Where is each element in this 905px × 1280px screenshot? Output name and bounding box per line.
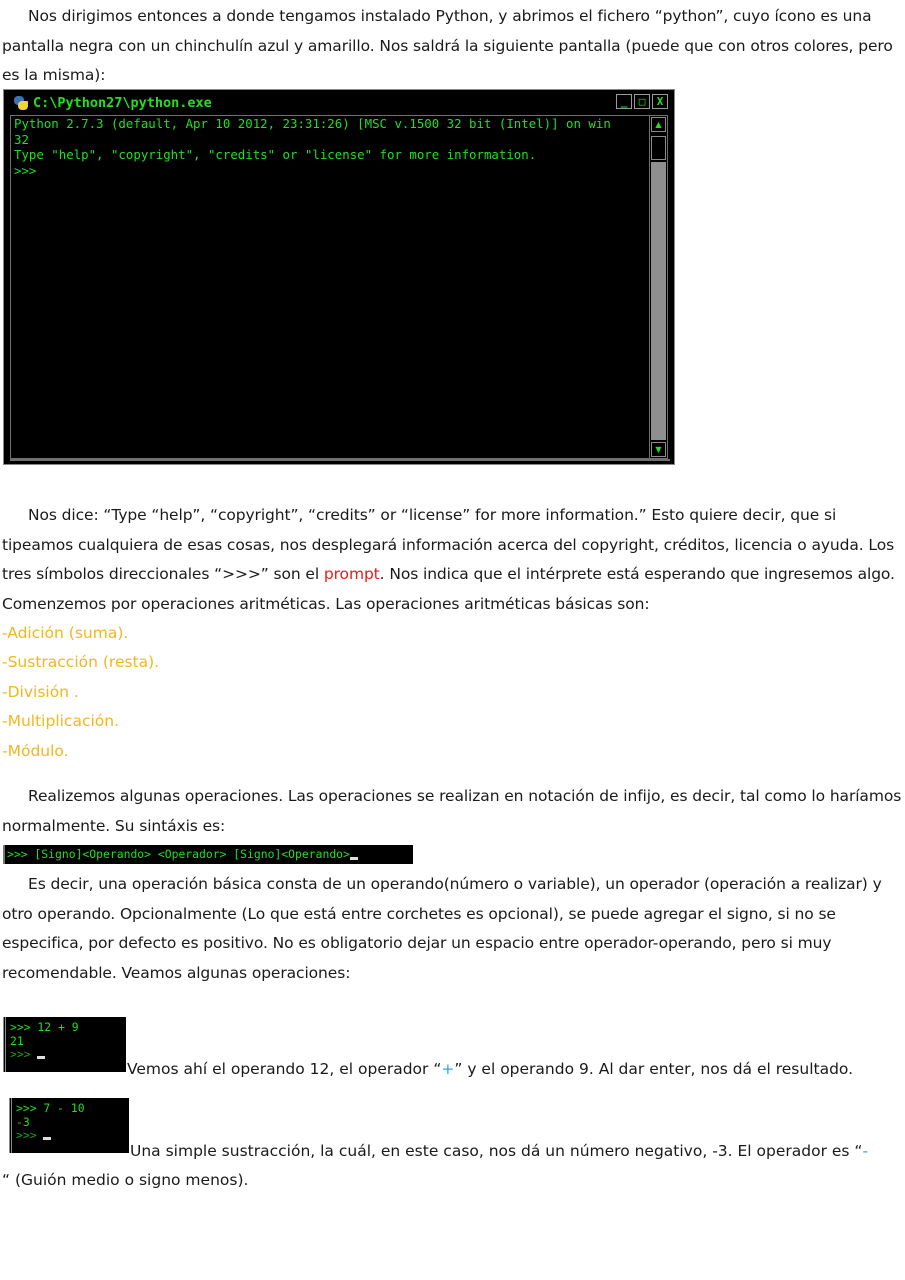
- scroll-thumb: [651, 136, 666, 160]
- operation-item-modulo: -Módulo.: [2, 742, 69, 760]
- cursor-icon: [37, 1056, 45, 1059]
- cursor-icon: [350, 857, 358, 860]
- console-prompt: >>>: [14, 162, 37, 178]
- scroll-up-icon: ▲: [651, 117, 666, 132]
- console-line: Type "help", "copyright", "credits" or "license" for more information.: [14, 147, 537, 162]
- subtraction-caption-line2: “ (Guión medio o signo menos).: [2, 1171, 249, 1189]
- console-line: >>> 12 + 9: [10, 1020, 79, 1034]
- python-icon: [12, 95, 30, 111]
- console-scrollbar: [649, 115, 668, 459]
- console-line: Python 2.7.3 (default, Apr 10 2012, 23:31:26) [MSC v.1500 32 bit (Intel)] on win: [14, 116, 611, 131]
- console-line: 32: [14, 131, 29, 147]
- prompt-term: prompt: [323, 565, 380, 583]
- addition-console-snippet: [3, 1017, 126, 1072]
- console-prompt: >>>: [16, 1129, 129, 1143]
- subtraction-caption: Una simple sustracción, la cuál, en este caso, nos dá un número negativo, -3. El operador es “-: [130, 1142, 869, 1160]
- explanation-text-end: . Nos indica que el intérprete está esperando que ingresemos algo. Comenzemos por operaciones aritméticas. Las operaciones aritméticas básicas son:: [2, 565, 895, 613]
- syntax-explanation-paragraph: Es decir, una operación básica consta de un operando(número o variable), un operador (operación a realizar) y otro operando. Opcionalmente (Lo que está entre corchetes es opcional), se puede agregar el signo, si no se especifica, por defecto es positivo. No es obligatorio dejar un espacio entre operador-operando, pero si muy recomendable. Veamos algunas operaciones:: [2, 875, 882, 982]
- window-controls: [616, 94, 668, 109]
- intro-paragraph: Nos dirigimos entonces a donde tengamos instalado Python, y abrimos el fichero “python”, cuyo ícono es una pantalla negra con un chinchulín azul y amarillo. Nos saldrá la siguiente pantalla (puede que con otros colores, pero es la misma):: [2, 7, 893, 84]
- scroll-track: [651, 162, 666, 440]
- minus-operator: -: [862, 1142, 869, 1160]
- cursor-icon: [43, 1137, 51, 1140]
- syntax-intro-paragraph: Realizemos algunas operaciones. Las operaciones se realizan en notación de infijo, es decir, tal como lo haríamos normalmente. Su sintáxis es:: [2, 787, 902, 835]
- plus-operator: +: [441, 1060, 455, 1078]
- console-title-bar: [12, 93, 212, 113]
- console-line: 21: [10, 1033, 24, 1048]
- console-title: C:\Python27\python.exe: [33, 95, 212, 111]
- operation-item-subtraction: -Sustracción (resta).: [2, 653, 160, 671]
- close-icon: X: [652, 94, 668, 109]
- operation-item-division: -División .: [2, 683, 79, 701]
- syntax-text: >>> [Signo]<Operando> <Operador> [Signo]<Operando>: [7, 847, 350, 861]
- operation-item-multiplication: -Multiplicación.: [2, 712, 120, 730]
- scroll-down-icon: ▼: [651, 442, 666, 457]
- explanation-text: Nos dice: “Type “help”, “copyright”, “credits” or “license” for more information.” Esto quiere decir, que si tipeamos cualquiera de esas cosas, nos desplegará información acerca del copyright, créditos, licencia o ayuda. Los tres símbolos direccionales “>>>” son el: [2, 506, 895, 583]
- console-prompt: >>>: [10, 1048, 126, 1062]
- addition-caption: Vemos ahí el operando 12, el operador “+” y el operando 9. Al dar enter, nos dá el resultado.: [127, 1060, 854, 1078]
- console-line: -3: [16, 1114, 30, 1129]
- console-line: >>> 7 - 10: [16, 1101, 85, 1115]
- console-border: [10, 459, 670, 461]
- maximize-icon: □: [634, 94, 650, 109]
- operation-item-addition: -Adición (suma).: [2, 624, 129, 642]
- python-console-window: [3, 89, 675, 465]
- subtraction-console-snippet: [9, 1098, 129, 1153]
- minimize-icon: _: [616, 94, 632, 109]
- explanation-paragraph: [2, 501, 902, 619]
- syntax-console-snippet: [3, 845, 413, 864]
- console-output: [10, 115, 650, 459]
